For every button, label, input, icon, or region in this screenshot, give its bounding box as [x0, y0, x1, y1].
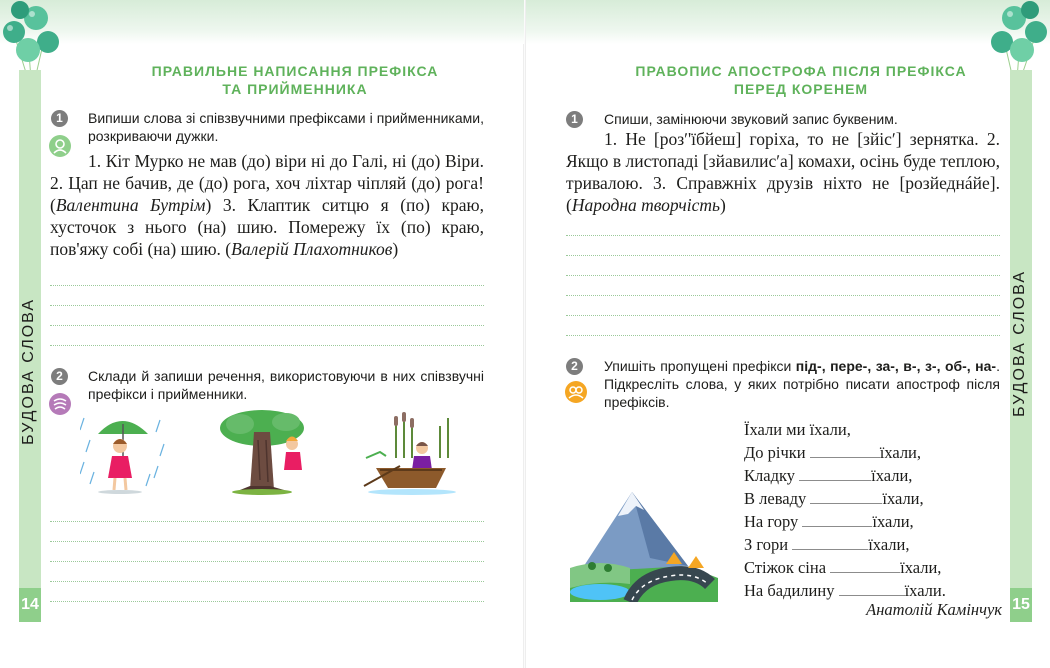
- title-line-2: ПЕРЕД КОРЕНЕМ: [733, 81, 869, 97]
- poem-line[interactable]: На гору їхали,: [744, 512, 914, 531]
- speak-icon: [48, 392, 72, 416]
- top-band: [526, 0, 1050, 44]
- mountain-road-illustration: [570, 488, 718, 602]
- tree-girl-illustration: [220, 410, 314, 496]
- poem-line[interactable]: Стіжок сіна їхали,: [744, 558, 942, 577]
- left-page: [0, 0, 524, 668]
- poem: [744, 418, 1006, 602]
- section-label: БУДОВА СЛОВА: [1011, 270, 1028, 417]
- poem-line[interactable]: Кладку їхали,: [744, 466, 913, 485]
- poem-line[interactable]: В леваду їхали,: [744, 489, 924, 508]
- author-name: Валентина Бутрім: [55, 195, 206, 215]
- page-title: [586, 62, 1016, 98]
- title-line-2: ТА ПРИЙМЕННИКА: [222, 81, 368, 97]
- poem-author: Анатолій Камінчук: [866, 600, 1002, 619]
- poem-line[interactable]: До річки їхали,: [744, 443, 922, 462]
- top-band: [0, 0, 524, 44]
- task-number-badge: 2: [566, 358, 583, 375]
- task-number-badge: 2: [51, 368, 68, 385]
- task-1-instruction: Випиши слова зі співзвучними префіксами і прийменниками, розкриваючи дужки.: [88, 110, 484, 144]
- title-line-1: ПРАВОПИС АПОСТРОФА ПІСЛЯ ПРЕФІКСА: [635, 63, 967, 79]
- task-1-instruction: Спиши, замінюючи звуковий запис буквеним.: [604, 111, 898, 127]
- prefix-list: під-, пере-, за-, в-, з-, об-, на-: [795, 358, 997, 374]
- poem-line[interactable]: З гори їхали,: [744, 535, 910, 554]
- title-line-1: ПРАВИЛЬНЕ НАПИСАННЯ ПРЕФІКСА: [151, 63, 439, 79]
- answer-lines[interactable]: [566, 216, 1000, 336]
- task-2-instruction: Склади й запиши речення, використовуючи в них співзвучні префікси і прийменники.: [88, 368, 484, 402]
- poem-line[interactable]: На бадилину їхали.: [744, 581, 946, 600]
- section-label: БУДОВА СЛОВА: [20, 298, 37, 445]
- poem-line: Їхали ми їхали,: [744, 420, 851, 439]
- author-name: Валерій Плахотников: [231, 239, 393, 259]
- task-1-text: 1. Не [розʹ'їбйеш] горіха, то не [зйісʹ] зернятка. 2. Якщо в листопаді [зйавилисʹа] комахи, осінь буде теплою, тривалою. 3. Справжніх друзів ніхто не [розйеднáйе]. (Народна творчість): [566, 129, 1000, 215]
- answer-lines[interactable]: [50, 502, 484, 602]
- page-title: [80, 62, 510, 98]
- task-2-instruction: Упишіть пропущені префікси під-, пере-, за-, в-, з-, об-, на-. Підкресліть слова, у яких потрібно писати апостроф після префіксів.: [604, 358, 1000, 410]
- group-icon: [564, 380, 588, 404]
- girl-umbrella-illustration: [80, 410, 166, 494]
- author-name: Народна творчість: [571, 195, 720, 215]
- task-number-badge: 1: [51, 110, 68, 127]
- task-number-badge: 1: [566, 111, 583, 128]
- page-number: 15: [1010, 588, 1032, 622]
- answer-lines[interactable]: [50, 266, 484, 346]
- page-number: 14: [19, 588, 41, 622]
- boat-boy-illustration: [360, 412, 456, 496]
- task-1-text: 1. Кіт Мурко не мав (до) віри ні до Галі, ні (до) Віри. 2. Цап не бачив, де (до) рога, хоч ліхтар чіпляй (до) рога! (Валентина Бутрім) 3. Клаптик ситцю я (по) краю, хусточок з нього (на) шию. Помережу їх (по) краю, пов'яжу собі (на) шию. (Валерій Плахотников): [50, 151, 484, 259]
- right-page: [526, 0, 1050, 668]
